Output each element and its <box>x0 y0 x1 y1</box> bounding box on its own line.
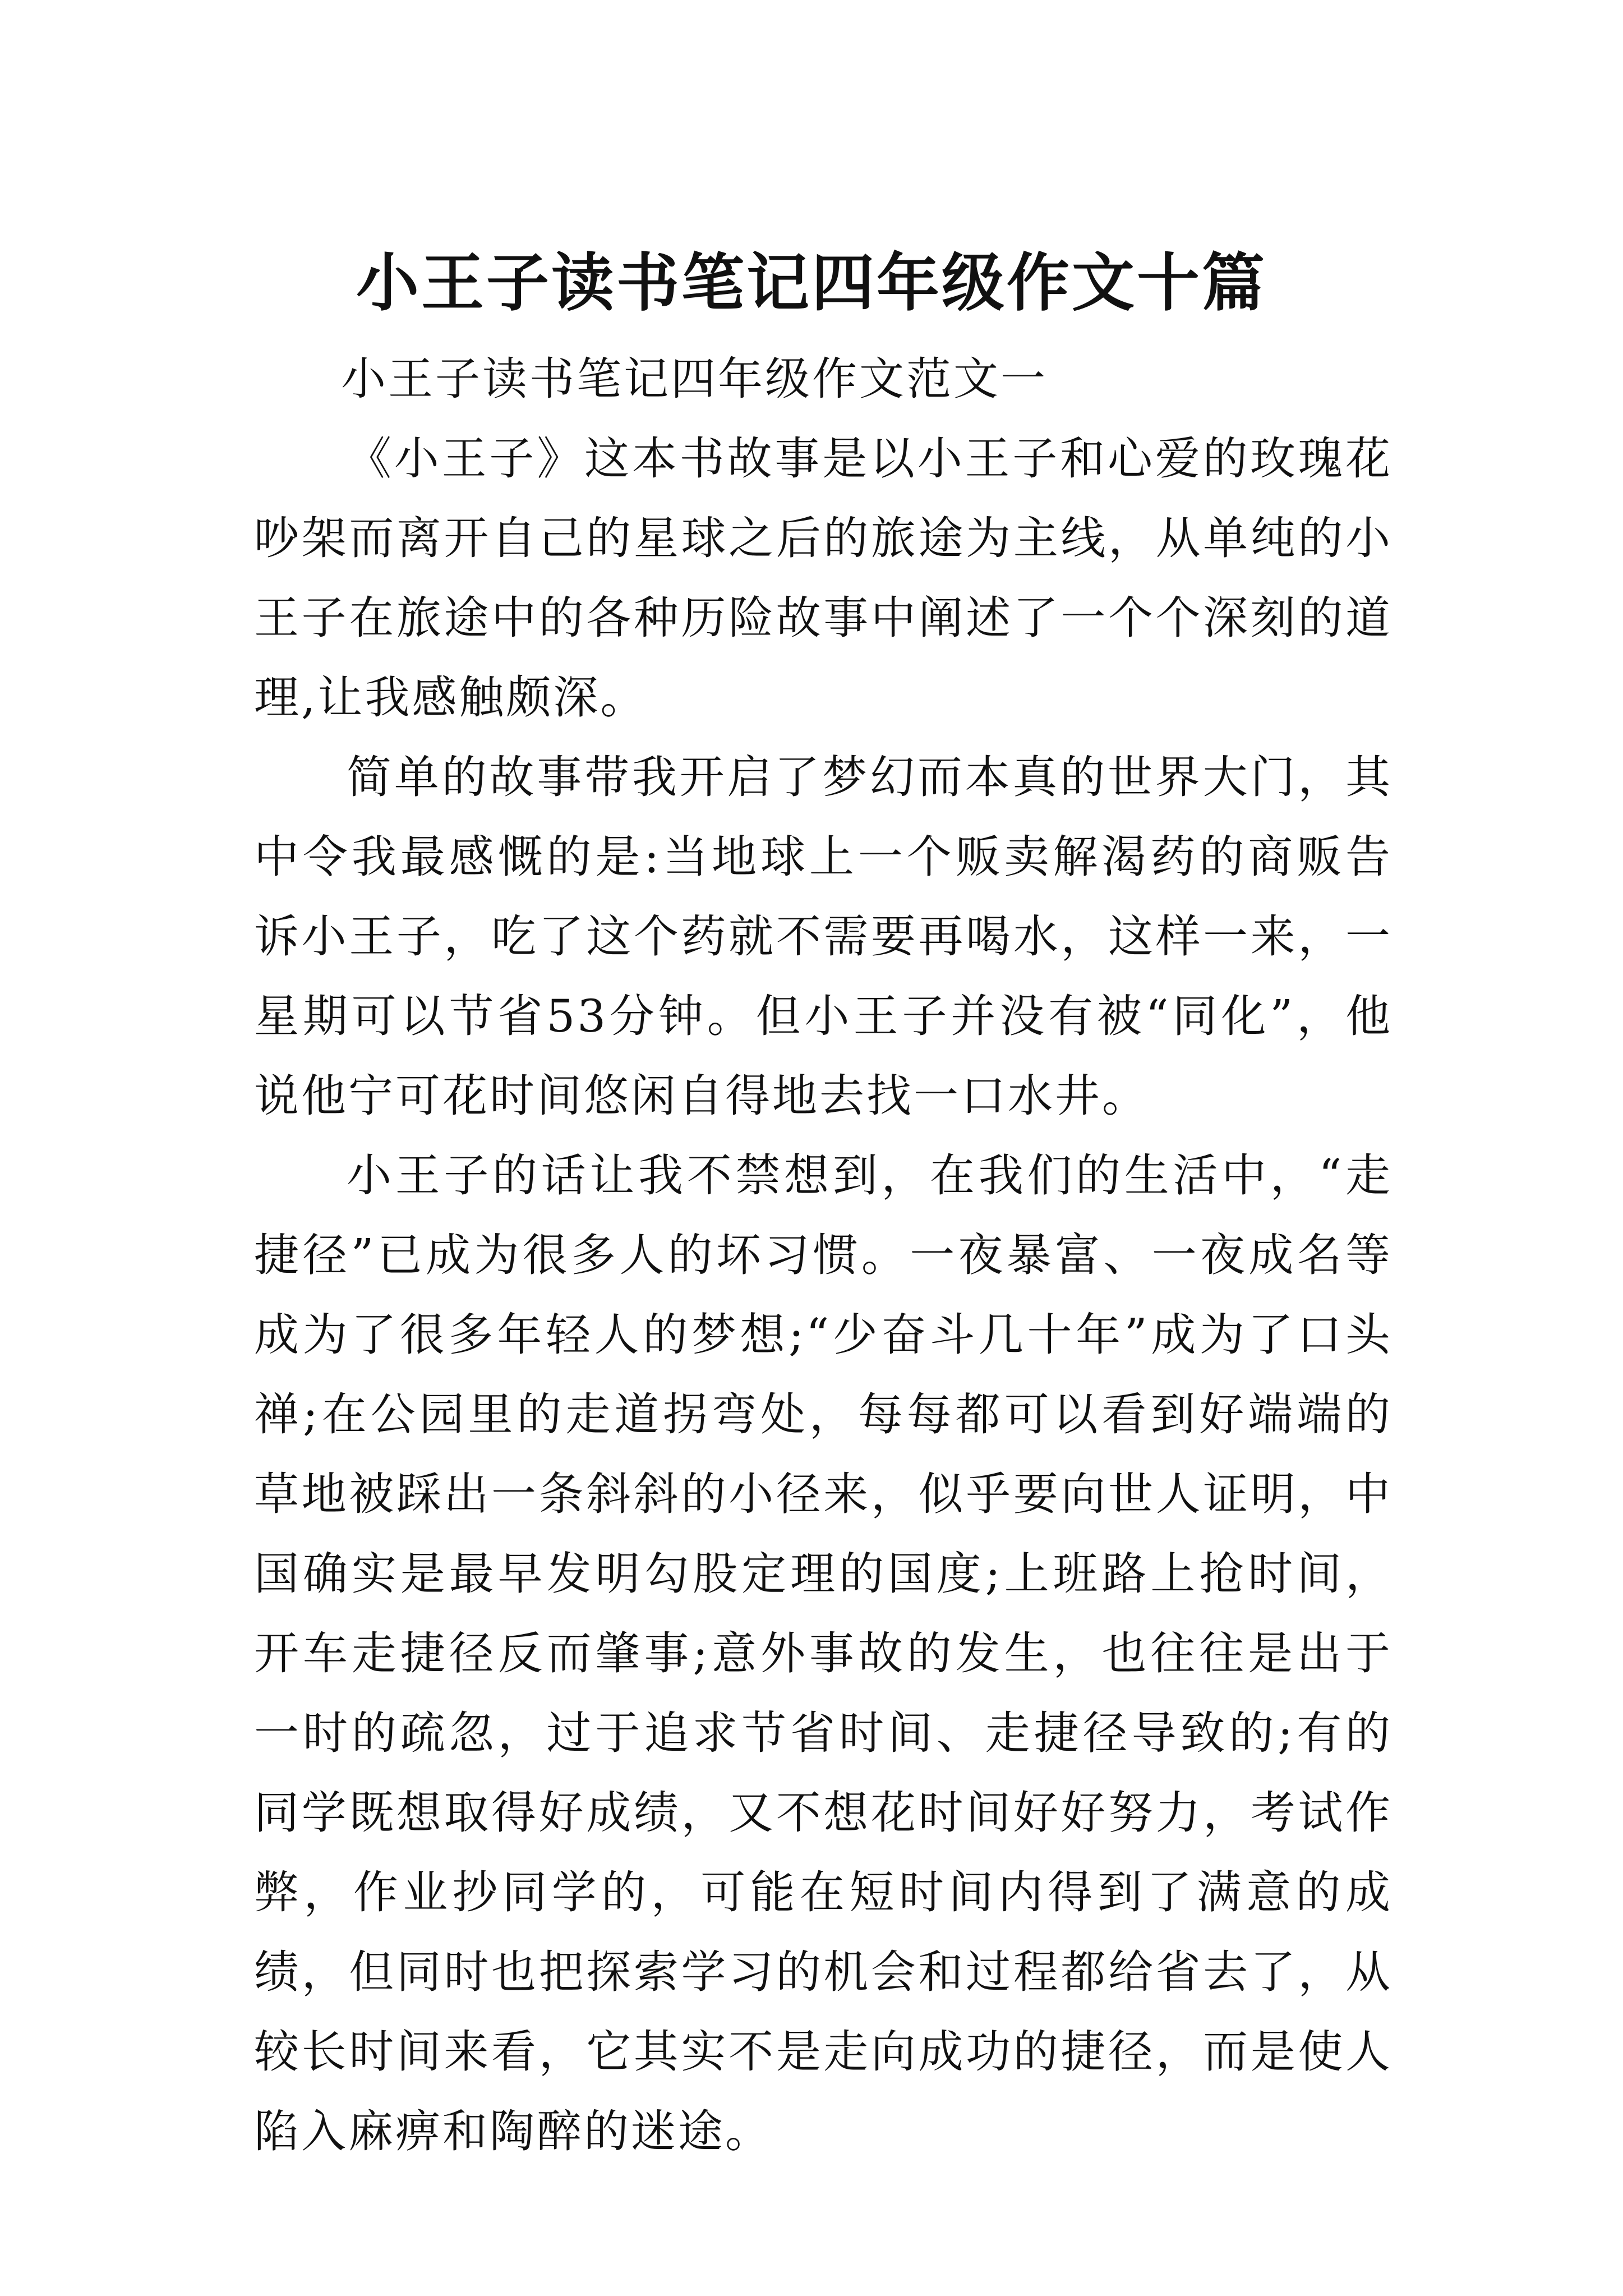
page-title: 小王子读书笔记四年级作文十篇 <box>356 246 1267 320</box>
paragraph-2: 简单的故事带我开启了梦幻而本真的世界大门，其中令我最感慨的是:当地球上一个贩卖解渴药的商贩告诉小王子，吃了这个药就不需要再喝水，这样一来，一星期可以节省53分钟。但小王子并没有被“同化”，他说他宁可花时间悠闲自得地去找一口水井。 <box>254 751 1393 1122</box>
section-heading: 小王子读书笔记四年级作文范文一 <box>341 353 1048 405</box>
paragraph-1: 《小王子》这本书故事是以小王子和心爱的玫瑰花吵架而离开自己的星球之后的旅途为主线，从单纯的小王子在旅途中的各种历险故事中阐述了一个个深刻的道理,让我感触颇深。 <box>254 432 1393 724</box>
document-body <box>254 339 1393 2171</box>
paragraph-3: 小王子的话让我不禁想到，在我们的生活中，“走捷径”已成为很多人的坏习惯。一夜暴富、一夜成名等成为了很多年轻人的梦想;“少奋斗几十年”成为了口头禅;在公园里的走道拐弯处，每每都可以看到好端端的草地被踩出一条斜斜的小径来，似乎要向世人证明，中国确实是最早发明勾股定理的国度;上班路上抢时间，开车走捷径反而肇事;意外事故的发生，也往往是出于一时的疏忽，过于追求节省时间、走捷径导致的;有的同学既想取得好成绩，又不想花时间好好努力，考试作弊，作业抄同学的，可能在短时间内得到了满意的成绩，但同时也把探索学习的机会和过程都给省去了，从较长时间来看，它其实不是走向成功的捷径，而是使人陷入麻痹和陶醉的迷途。 <box>254 1149 1393 2157</box>
